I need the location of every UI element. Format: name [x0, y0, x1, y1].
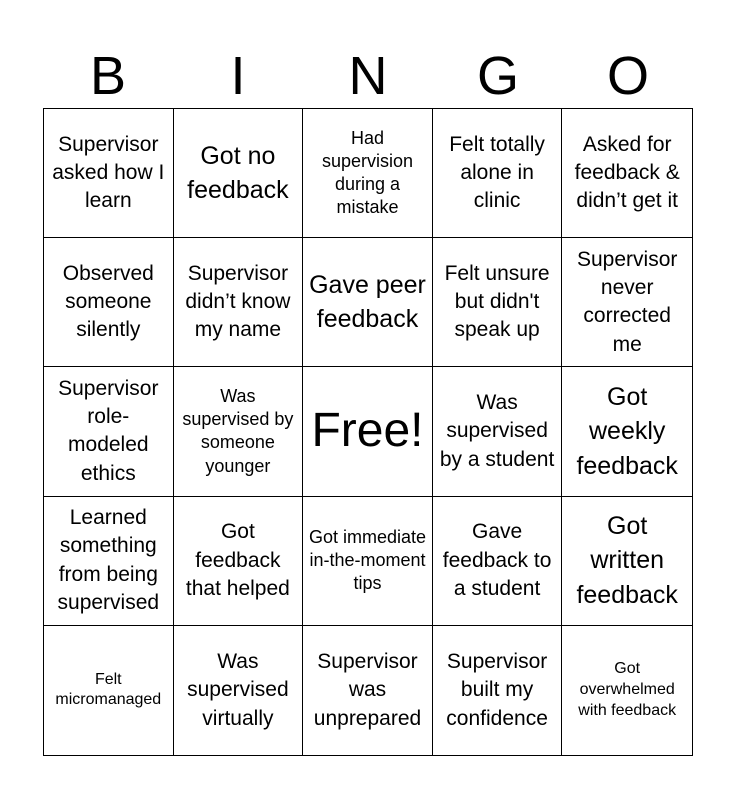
- bingo-cell-r4-c3[interactable]: [303, 497, 433, 626]
- bingo-cell-free[interactable]: [303, 367, 433, 496]
- bingo-header: [43, 44, 693, 108]
- bingo-cell-r5-c5[interactable]: [562, 626, 692, 755]
- cell-text: Got overwhelmed with feedback: [578, 660, 677, 719]
- bingo-cell-r3-c5[interactable]: [562, 367, 692, 496]
- bingo-cell-r2-c1[interactable]: [44, 238, 174, 367]
- cell-text: Felt micromanaged: [55, 670, 162, 709]
- cell-text: Supervisor never corrected me: [577, 247, 678, 356]
- bingo-cell-r5-c3[interactable]: [303, 626, 433, 755]
- bingo-cell-r1-c2[interactable]: [174, 109, 304, 238]
- bingo-cell-r4-c1[interactable]: [44, 497, 174, 626]
- bingo-cell-r2-c5[interactable]: [562, 238, 692, 367]
- bingo-cell-r4-c5[interactable]: [562, 497, 692, 626]
- cell-text: Supervisor built my confidence: [446, 649, 548, 730]
- header-letter-n: N: [348, 46, 388, 106]
- cell-text: Asked for feedback & didn’t get it: [574, 132, 680, 213]
- bingo-cell-r5-c1[interactable]: [44, 626, 174, 755]
- bingo-cell-r1-c5[interactable]: [562, 109, 692, 238]
- cell-text: Was supervised by someone younger: [182, 386, 294, 476]
- cell-text: Observed someone silently: [62, 261, 154, 342]
- cell-text: Was supervised by a student: [439, 390, 555, 471]
- bingo-board: [43, 108, 693, 756]
- bingo-cell-r3-c1[interactable]: [44, 367, 174, 496]
- cell-text: Had supervision during a mistake: [321, 128, 414, 218]
- cell-text: Got feedback that helped: [185, 520, 290, 600]
- cell-text: Gave peer feedback: [309, 270, 426, 334]
- header-letter-b: B: [89, 46, 127, 106]
- cell-text: Supervisor role-modeled ethics: [58, 376, 159, 485]
- cell-text: Learned something from being supervised: [57, 506, 160, 615]
- cell-text: Felt unsure but didn't speak up: [444, 261, 550, 342]
- bingo-cell-r4-c4[interactable]: [433, 497, 563, 626]
- bingo-cell-r1-c4[interactable]: [433, 109, 563, 238]
- cell-text: Gave feedback to a student: [442, 520, 552, 600]
- bingo-cell-r5-c4[interactable]: [433, 626, 563, 755]
- cell-text: Got no feedback: [187, 141, 289, 205]
- bingo-cell-r1-c3[interactable]: [303, 109, 433, 238]
- cell-text: Got weekly feedback: [576, 382, 678, 480]
- bingo-cell-r1-c1[interactable]: [44, 109, 174, 238]
- bingo-cell-r2-c4[interactable]: [433, 238, 563, 367]
- cell-text: Got written feedback: [576, 511, 678, 609]
- free-space-text: Free!: [311, 404, 424, 458]
- cell-text: Supervisor asked how I learn: [52, 132, 165, 213]
- cell-text: Supervisor was unprepared: [313, 649, 422, 730]
- header-letter-i: I: [230, 46, 246, 106]
- cell-text: Was supervised virtually: [187, 649, 289, 730]
- cell-text: Got immediate in-the-moment tips: [308, 527, 427, 594]
- cell-text: Felt totally alone in clinic: [449, 132, 545, 213]
- bingo-cell-r2-c2[interactable]: [174, 238, 304, 367]
- bingo-cell-r3-c2[interactable]: [174, 367, 304, 496]
- cell-text: Supervisor didn’t know my name: [185, 261, 291, 342]
- header-letter-g: G: [476, 46, 519, 106]
- bingo-cell-r2-c3[interactable]: [303, 238, 433, 367]
- bingo-cell-r4-c2[interactable]: [174, 497, 304, 626]
- bingo-cell-r3-c4[interactable]: [433, 367, 563, 496]
- header-letter-o: O: [606, 46, 649, 106]
- bingo-cell-r5-c2[interactable]: [174, 626, 304, 755]
